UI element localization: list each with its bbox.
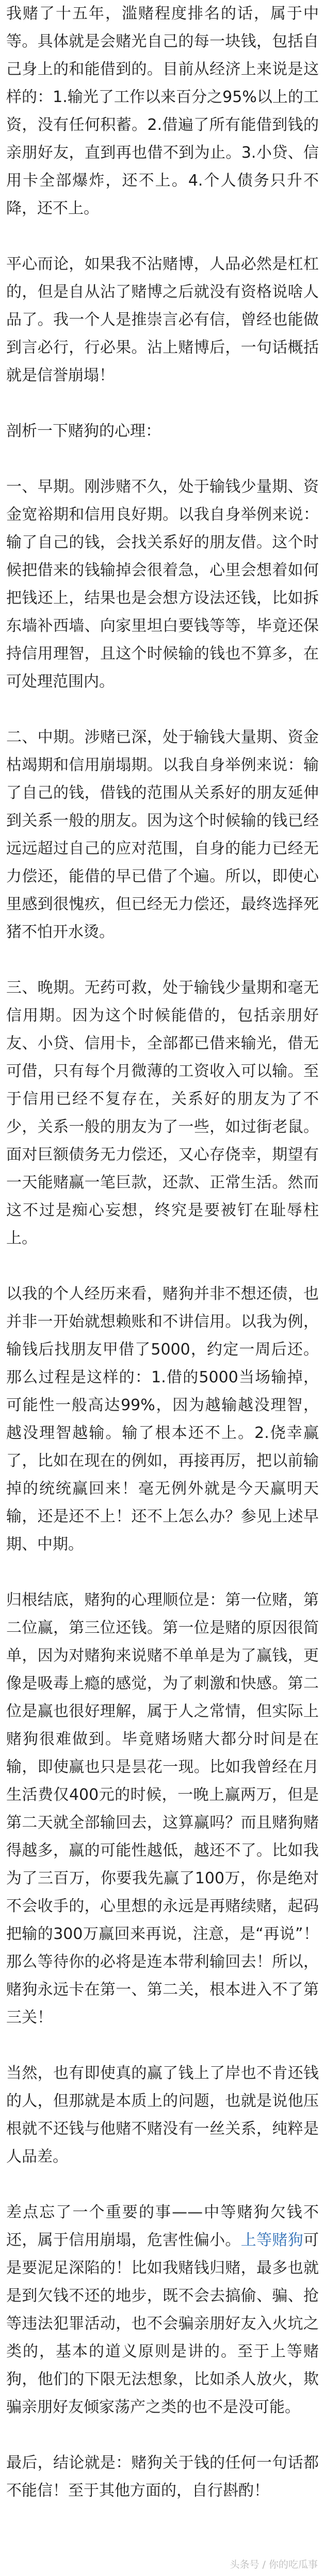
paragraph-conclusion: 最后，结论就是：赌狗关于钱的任何一句话都不能信！至于其他方面的，自行斟酌！ (6, 2454, 319, 2500)
spacer (6, 1559, 319, 1586)
spacer (6, 2421, 319, 2449)
spacer (6, 2032, 319, 2060)
paragraph-analysis-heading: 剖析一下赌狗的心理： (6, 422, 161, 440)
spacer (6, 445, 319, 473)
paragraph-character: 平心而论，如果我不沾赌博，人品必然是杠杠的，但是自从沾了赌博之后就没有资格说啥人品了。我一个人是推崇言必有信，曾经也能做到言必行，行必果。沾上赌博后，一句话概括就是信誉崩塌！ (6, 255, 319, 384)
paragraph-character-issue: 当然，也有即使真的赢了钱上了岸也不肯还钱的人，但那就是本质上的问题，也就是说他压根就不还钱与他赌不赌没有一丝关系，纯粹是人品差。 (6, 2064, 319, 2166)
highlighted-phrase: 上等赌狗 (240, 2231, 304, 2249)
spacer (6, 696, 319, 724)
paragraph-early-stage: 一、早期。刚涉赌不久，处于输钱少量期、资金宽裕期和信用良好期。以我自身举例来说：输了自己的钱，会找关系好的朋友借。这个时候把借来的钱输掉会很着急，心里会想着如何把钱还上，结果也是会想方设法还钱，比如拆东墙补西墙、向家里坦白要钱等等，毕竟还保持信用理智，且这个时候输的钱也不算多，在可处理范围内。 (6, 478, 319, 691)
paragraph-upper-gambler: 差点忘了一个重要的事——中等赌狗欠钱不还，属于信用崩塌，危害性偏小。上等赌狗可是要泥足深陷的！比如我赌钱归赌，最多也就是到欠钱不还的地步，既不会去搞偷、骗、抢等违法犯罪活动，也不会骗亲朋好友入火坑之类的，基本的道义原则是讲的。至于上等赌狗，他们的下限无法想象，比如杀人放火，欺骗亲朋好友倾家荡产之类的也不是没可能。 (6, 2203, 319, 2416)
spacer (6, 1252, 319, 1280)
spacer (6, 223, 319, 250)
paragraph-personal-experience: 以我的个人经历来看，赌狗并非不想还债，也并非一开始就想赖账和不讲信用。以我为例，输钱后找朋友甲借了5000，约定一周后还。那么过程是这样的：1.借的5000当场输掉，可能性一般高达99%，因为越输越没理智，越没理智越输。输了根本还不上。2.侥幸赢了，比如在现在的例如，再接再厉，把以前输掉的统统赢回来！毫无例外就是今天赢明天输，还是还不上！还不上怎么办？参见上述早期、中期。 (6, 1285, 319, 1553)
paragraph-intro: 我赌了十五年，滥赌程度排名的话，属于中等。具体就是会赌光自己的每一块钱，包括自己身上的和能借到的。目前从经济上来说是这样的：1.输光了工作以来百分之95%以上的工资，没有任何积蓄。2.借遍了所有能借到钱的亲朋好友，直到再也借不到为止。3.小贷、信用卡全部爆炸，还不上。4.个人债务只升不降，还不上。 (6, 5, 319, 218)
paragraph-late-stage: 三、晚期。无药可救，处于输钱少量期和毫无信用期。因为这个时候能借的，包括亲朋好友、小贷、信用卡，全部都已借来输光，借无可借，只有每个月微薄的工资收入可以输。至于信用已经不复存在，关系好的朋友为了不少，关系一般的朋友为了一些，如过街老鼠。面对巨额债务无力偿还，又心存侥幸，期望有一天能赌赢一笔巨款，还款、正常生活。然而这不过是痴心妄想，终究是要被钉在耻辱柱上。 (6, 979, 319, 1247)
spacer (6, 390, 319, 417)
watermark: 头条号 / 你的吃瓜事 (230, 2559, 318, 2570)
spacer (6, 946, 319, 974)
paragraph-middle-stage: 二、中期。涉赌已深，处于输钱大量期、资金枯竭期和信用崩塌期。以我自身举例来说：输了自己的钱，借钱的范围从关系好的朋友延伸到关系一般的朋友。因为这个时候输的钱已经远远超过自己的应对范围，自身的能力已经无力偿还，能借的早已借了个遍。所以，即使心里感到很愧疚，但已经无力偿还，最终选择死猪不怕开水烫。 (6, 728, 319, 941)
spacer (6, 2171, 319, 2199)
paragraph-psychology-order: 归根结底，赌狗的心理顺位是：第一位赌，第二位赢，第三位还钱。第一位是赌的原因很简单，因为对赌狗来说赌不单单是为了赢钱，更像是吸毒上瘾的感觉，为了刺激和快感。第二位是赢也很好理解，属于人之常情，但实际上赌狗很难做到。毕竟赌场赌大都分时间是在输，即使赢也只是昙花一现。比如我曾经在月生活费仅400元的时候，一晚上赢两万，但是第二天就全部输回去，这算赢吗？而且赌狗赌得越多，赢的可能性越低，越还不了。比如我为了三百万，你要我先赢了100万，你是绝对不会收手的，心里想的永远是再赌续赌，起码把输的300万赢回来再说，注意，是“再说”！那么等待你的必将是连本带利输回去！所以，赌狗永远卡在第一、第二关，根本进入不了第三关！ (6, 1591, 319, 2027)
